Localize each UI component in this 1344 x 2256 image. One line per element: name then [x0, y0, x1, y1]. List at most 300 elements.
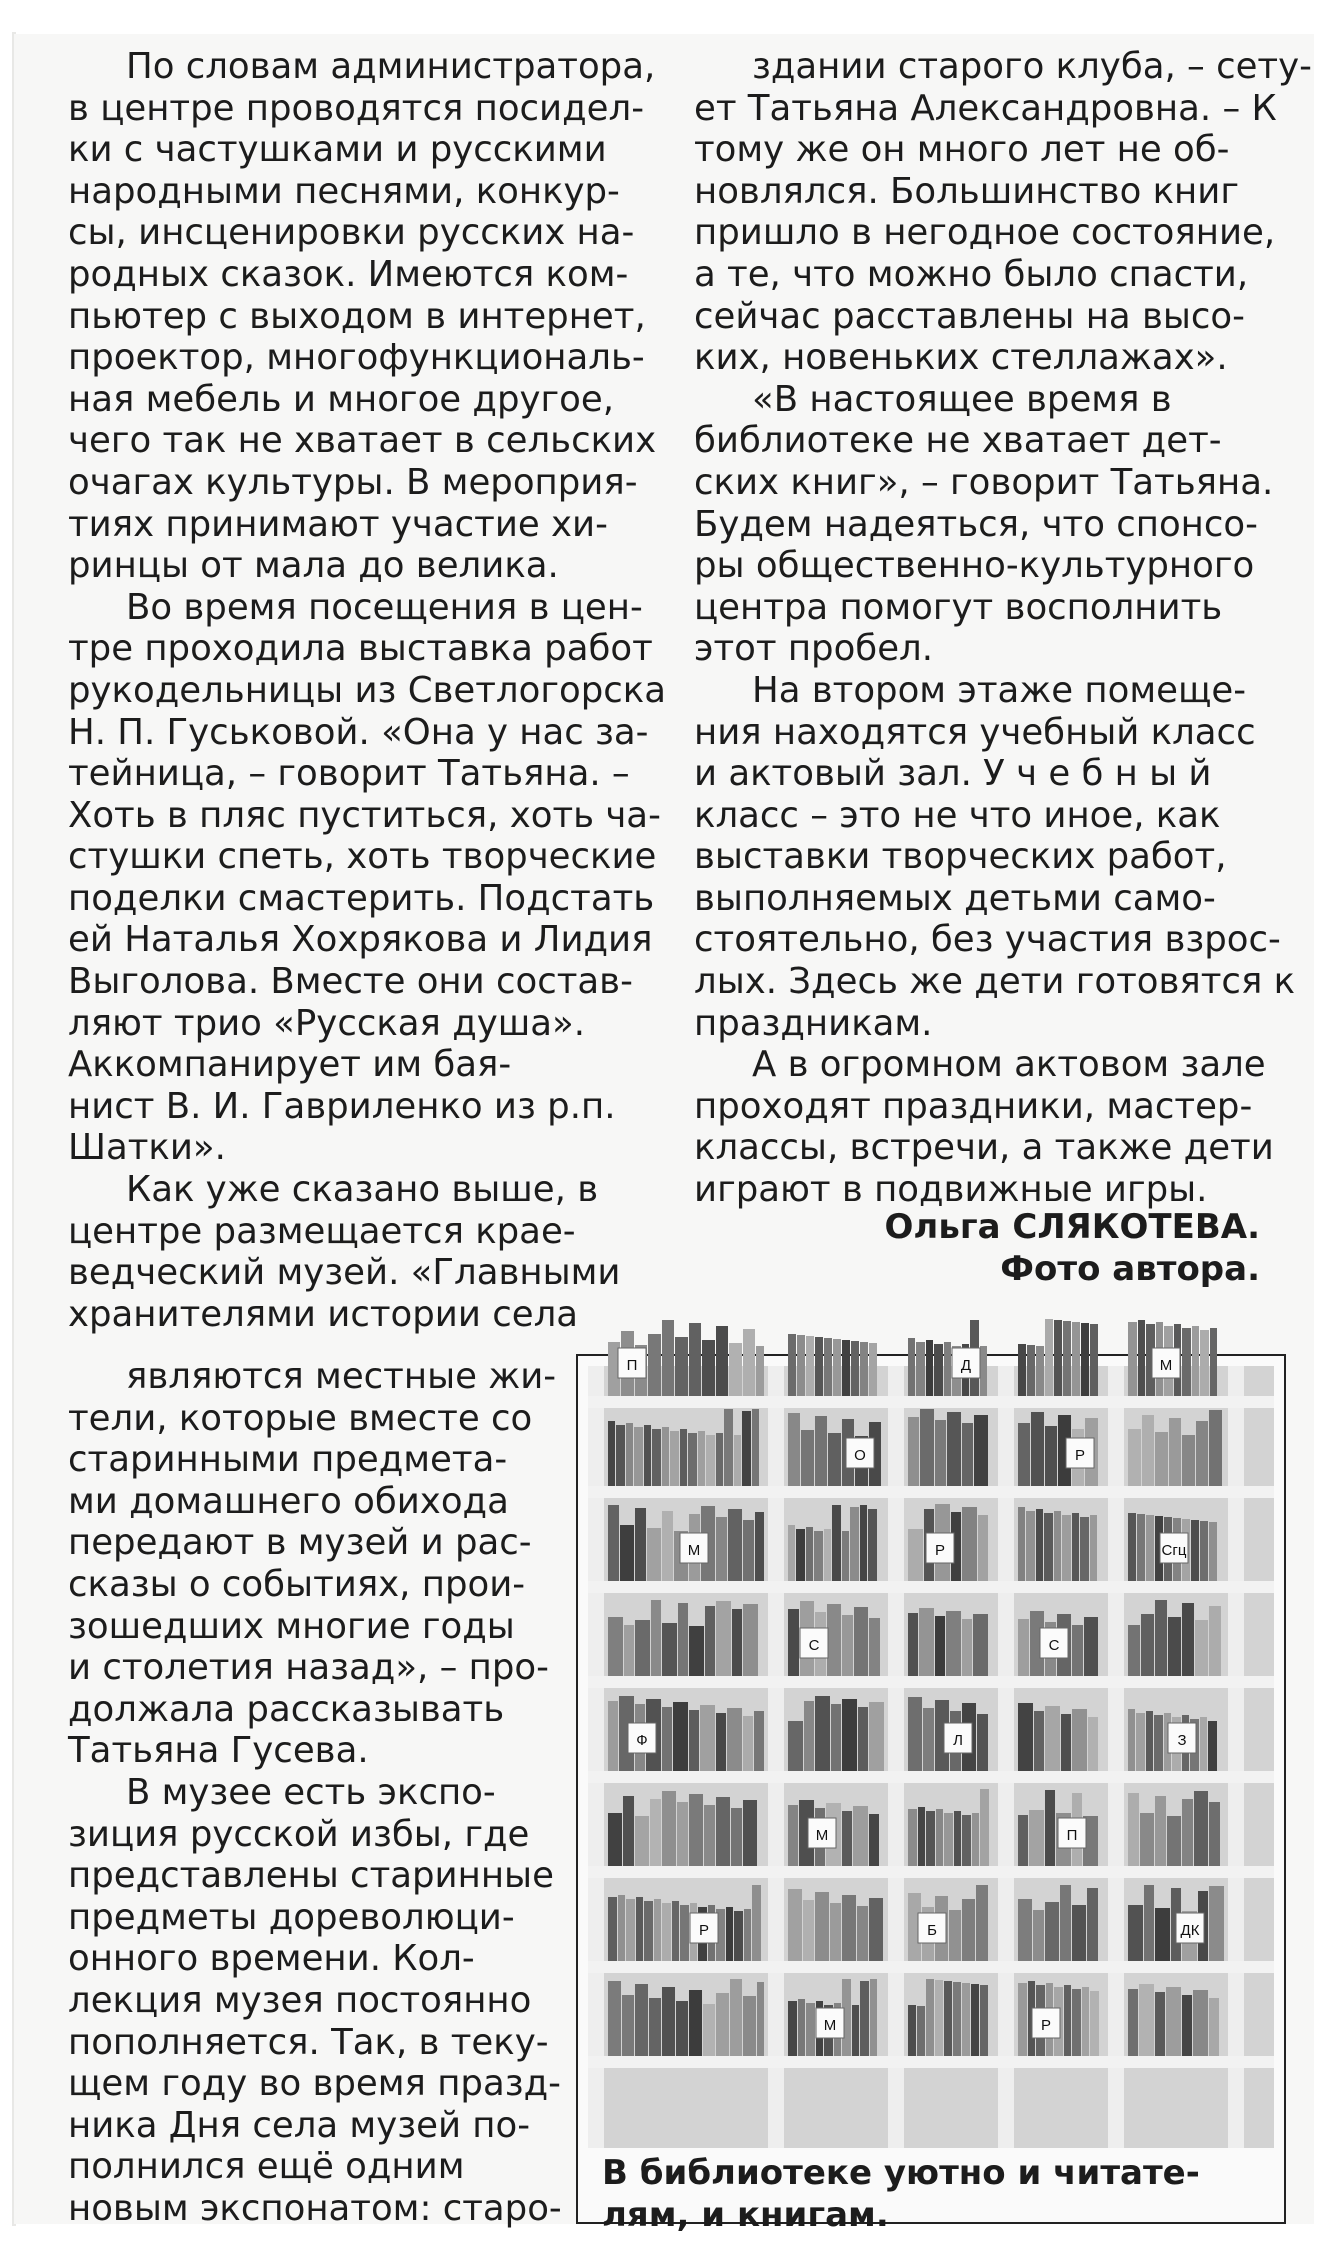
text-line: в центре проводятся посидел- — [68, 87, 645, 129]
book-spine — [803, 1900, 814, 1961]
book-spine — [1128, 1989, 1138, 2056]
text-line: здании старого клуба, – сету- — [752, 46, 1312, 87]
text-line: зиция русской избы, где — [68, 1813, 530, 1855]
text-line: стушки спеть, хоть творческие — [68, 836, 657, 878]
text-line: Во время посещения в цен- — [126, 586, 643, 628]
text-line: «В настоящее время в — [752, 378, 1172, 420]
book-spine — [743, 1996, 756, 2056]
book-spine — [734, 1435, 741, 1486]
article-paragraph — [694, 669, 1296, 1044]
book-spine — [842, 1699, 857, 1771]
book-spine — [608, 1617, 623, 1676]
text-line: ет Татьяна Александровна. – К — [694, 87, 1277, 129]
book-spine — [743, 1800, 757, 1866]
book-spine — [977, 1714, 988, 1771]
text-line: нист В. И. Гавриленко из р.п. — [68, 1085, 616, 1127]
book-spine — [828, 1433, 841, 1486]
book-spine — [935, 1980, 943, 2056]
book-spine — [869, 1618, 880, 1676]
book-spine — [797, 1335, 805, 1396]
book-spine — [680, 1429, 687, 1486]
article-paragraph — [68, 586, 666, 1169]
text-line: классы, встречи, а также дети — [694, 1127, 1274, 1169]
text-line: класс – это не что иное, как — [694, 794, 1221, 836]
book-spine — [754, 1711, 764, 1771]
book-spine — [1081, 1323, 1089, 1396]
text-line: Шатки». — [68, 1127, 226, 1169]
book-spine — [815, 1416, 827, 1486]
shelf-board — [588, 1676, 1274, 1688]
text-line: Будем надеяться, что спонсо- — [694, 503, 1258, 545]
book-spine — [744, 1909, 751, 1961]
book-spine — [908, 1809, 917, 1866]
book-spine — [1138, 1320, 1145, 1396]
text-line: передают в музей и рас- — [68, 1522, 532, 1564]
shelf-label-text: Б — [927, 1922, 937, 1939]
book-spine — [644, 1425, 651, 1486]
book-spine — [662, 1320, 674, 1396]
book-spine — [936, 1809, 943, 1866]
book-spine — [1166, 1987, 1181, 2056]
book-spine — [860, 1981, 869, 2056]
book-spine — [1140, 1813, 1154, 1866]
book-spine — [752, 1409, 759, 1486]
text-line: Выголова. Вместе они состав- — [68, 961, 633, 1003]
book-spine — [854, 1607, 868, 1676]
book-spine — [608, 1505, 619, 1581]
shelf-board — [588, 1396, 1274, 1408]
book-spine — [908, 1613, 918, 1676]
book-spine — [815, 1892, 829, 1961]
book-spine — [788, 1721, 803, 1771]
text-line: Хоть в пляс пуститься, хоть ча- — [68, 794, 661, 836]
book-spine — [935, 1420, 946, 1486]
text-line: библиотеке не хватает дет- — [694, 420, 1222, 462]
book-spine — [743, 1604, 758, 1676]
shelf-label-text: С — [808, 1637, 820, 1654]
book-spine — [743, 1716, 753, 1771]
book-spine — [1018, 1983, 1027, 2056]
text-line: лых. Здесь же дети готовятся к — [694, 961, 1296, 1003]
book-spine — [1182, 1435, 1195, 1486]
book-spine — [1128, 1793, 1139, 1866]
book-spine — [731, 1808, 742, 1866]
book-spine — [1045, 1319, 1053, 1396]
book-spine — [1018, 1703, 1033, 1771]
text-line: поделки смастерить. Подстать — [68, 877, 655, 919]
book-spine — [908, 1338, 915, 1396]
text-line: полнился ещё одним — [68, 2146, 465, 2188]
book-spine — [635, 1816, 649, 1866]
book-spine — [962, 1423, 973, 1486]
shelf-board — [588, 1866, 1274, 1878]
book-spine — [688, 1433, 697, 1486]
text-line: стоятельно, без участия взрос- — [694, 919, 1281, 961]
book-spine — [704, 1805, 715, 1866]
shelf-label-text: З — [1177, 1732, 1187, 1749]
book-spine — [962, 1983, 970, 2056]
text-line: Татьяна Гусева. — [68, 1730, 369, 1772]
book-spine — [926, 1811, 935, 1866]
book-spine — [650, 1799, 661, 1866]
book-spine — [944, 1342, 951, 1396]
text-line: ры общественно-культурного — [694, 545, 1255, 587]
book-spine — [1195, 1620, 1208, 1676]
book-spine — [1034, 1711, 1044, 1771]
book-spine — [860, 1505, 867, 1581]
book-spine — [675, 1337, 688, 1396]
book-spine — [662, 1623, 677, 1676]
book-spine — [1146, 1711, 1153, 1771]
book-spine — [1128, 1625, 1140, 1676]
book-spine — [673, 1702, 688, 1771]
book-spine — [618, 1895, 625, 1961]
book-spine — [842, 1531, 849, 1581]
book-spine — [716, 1993, 729, 2056]
book-spine — [626, 1423, 633, 1486]
text-line: новлялся. Большинство книг — [694, 170, 1239, 212]
book-spine — [1168, 1617, 1181, 1676]
text-line: пришло в негодное состояние, — [694, 212, 1276, 254]
book-spine — [1128, 1513, 1136, 1581]
text-line: а те, что можно было спасти, — [694, 253, 1249, 295]
shelf-label-text: М — [687, 1542, 701, 1559]
book-spine — [651, 1600, 661, 1676]
shelf-label-text: О — [854, 1447, 866, 1464]
book-spine — [973, 1614, 988, 1676]
text-line: Как уже сказано выше, в — [126, 1169, 599, 1211]
book-spine — [962, 1619, 972, 1676]
text-line: хранителями истории села — [68, 1293, 579, 1335]
text-line: выставки творческих работ, — [694, 836, 1227, 878]
text-line: ких, новеньких стеллажах». — [694, 337, 1228, 379]
book-spine — [1045, 1426, 1057, 1486]
book-spine — [624, 1625, 634, 1676]
book-spine — [980, 1346, 987, 1396]
book-spine — [670, 1431, 679, 1486]
book-spine — [1200, 1330, 1209, 1396]
book-spine — [870, 1979, 877, 2056]
book-spine — [1084, 1617, 1098, 1676]
book-spine — [920, 1409, 934, 1486]
book-spine — [1064, 1985, 1071, 2056]
text-line: ника Дня села музей по- — [68, 2104, 531, 2146]
book-spine — [908, 2005, 916, 2056]
text-line: играют в подвижные игры. — [694, 1169, 1208, 1211]
photo-caption — [602, 2152, 1262, 2236]
book-spine — [908, 1417, 919, 1486]
book-spine — [1182, 1799, 1193, 1866]
book-spine — [726, 1907, 733, 1961]
book-spine — [1031, 1412, 1044, 1486]
book-spine — [1090, 1515, 1097, 1581]
shelf-upright — [1108, 1366, 1124, 2148]
book-spine — [1088, 1717, 1098, 1771]
shelf-upright — [588, 1366, 604, 2148]
article-paragraph — [68, 1772, 574, 2230]
book-spine — [743, 1520, 754, 1581]
book-spine — [1072, 1513, 1079, 1581]
book-spine — [1141, 1614, 1154, 1676]
book-spine — [1154, 1715, 1163, 1771]
text-line: сы, инсценировки русских на- — [68, 212, 635, 254]
book-spine — [662, 1707, 672, 1771]
text-line: проектор, многофункциональ- — [68, 337, 645, 379]
book-spine — [815, 1337, 823, 1396]
text-line: родных сказок. Имеются ком- — [68, 253, 629, 295]
bookshelf-photo — [588, 1357, 1274, 2148]
book-spine — [926, 1979, 934, 2056]
book-spine — [842, 1811, 852, 1866]
book-spine — [788, 1525, 795, 1581]
book-spine — [608, 1981, 621, 2056]
book-spine — [832, 1505, 841, 1581]
shelf-board — [588, 1486, 1274, 1498]
shelf-upright — [768, 1366, 784, 2148]
book-spine — [1054, 1320, 1062, 1396]
article-paragraph — [68, 46, 657, 587]
book-spine — [1209, 1522, 1217, 1581]
text-line: пополняется. Так, в теку- — [68, 2021, 549, 2063]
text-line: тели, которые вместе со — [68, 1397, 533, 1439]
book-spine — [608, 1813, 622, 1866]
book-spine — [662, 1903, 671, 1961]
book-spine — [801, 1430, 814, 1486]
book-spine — [972, 1813, 979, 1866]
book-spine — [833, 1339, 841, 1396]
book-spine — [1208, 1721, 1217, 1771]
book-spine — [806, 1527, 813, 1581]
text-line: чего так не хватает в сельских — [68, 420, 657, 462]
text-line: тейница, – говорит Татьяна. – — [68, 753, 630, 795]
book-spine — [1191, 1520, 1199, 1581]
book-spine — [1072, 1625, 1083, 1676]
text-line: ки с частушками и русскими — [68, 129, 607, 171]
book-spine — [608, 1701, 618, 1771]
book-spine — [649, 1998, 661, 2056]
book-spine — [814, 1531, 823, 1581]
text-line: проходят праздники, мастер- — [694, 1085, 1253, 1127]
book-spine — [851, 1341, 859, 1396]
text-line: народными песнями, конкур- — [68, 170, 620, 212]
book-spine — [689, 1990, 702, 2056]
book-spine — [788, 1805, 798, 1866]
book-spine — [716, 1713, 726, 1771]
book-spine — [917, 2006, 925, 2056]
book-spine — [1018, 1899, 1032, 1961]
book-spine — [662, 1987, 675, 2056]
book-spine — [1080, 1517, 1089, 1581]
book-spine — [806, 1336, 814, 1396]
book-spine — [974, 1415, 988, 1486]
book-spine — [1090, 1991, 1099, 2056]
book-spine — [703, 2004, 715, 2056]
text-line: должала рассказывать — [68, 1688, 505, 1730]
book-spine — [1072, 1322, 1080, 1396]
text-line: центре размещается крае- — [68, 1210, 576, 1252]
book-spine — [935, 1616, 945, 1676]
book-spine — [1209, 1802, 1220, 1866]
caption-line: лям, и книгам. — [602, 2195, 889, 2235]
book-spine — [1155, 1908, 1170, 1961]
book-spine — [1072, 1709, 1087, 1771]
text-line: предметы дореволюци- — [68, 1896, 515, 1938]
book-spine — [647, 1528, 661, 1581]
book-spine — [1128, 1429, 1141, 1486]
book-spine — [648, 1334, 661, 1396]
text-line: центра помогут восполнить — [694, 586, 1223, 628]
book-spine — [1026, 1511, 1035, 1581]
book-spine — [944, 1981, 952, 2056]
book-spine — [1128, 1322, 1137, 1396]
text-line: новым экспонатом: старо- — [68, 2187, 562, 2229]
book-spine — [1169, 1418, 1181, 1486]
book-spine — [672, 1901, 679, 1961]
book-spine — [796, 1529, 805, 1581]
text-line: тому же он много лет не об- — [694, 129, 1230, 171]
book-spine — [716, 1517, 727, 1581]
shelf-label-text: ДК — [1180, 1922, 1200, 1939]
book-spine — [662, 1511, 673, 1581]
shelf-label-text: М — [815, 1827, 829, 1844]
book-spine — [702, 1340, 715, 1396]
book-spine — [623, 1796, 634, 1866]
book-spine — [654, 1899, 661, 1961]
book-spine — [1090, 1324, 1098, 1396]
shelf-board — [588, 2056, 1274, 2068]
book-spine — [954, 1811, 961, 1866]
article-paragraph — [68, 1169, 650, 1335]
book-spine — [1210, 1328, 1217, 1396]
book-spine — [1209, 1606, 1221, 1676]
text-line: рукодельницы из Светлогорска — [68, 669, 666, 711]
book-spine — [1167, 1816, 1181, 1866]
book-spine — [608, 1421, 615, 1486]
book-spine — [916, 1342, 925, 1396]
book-spine — [729, 1343, 742, 1396]
book-spine — [1082, 1987, 1089, 2056]
text-line: ми домашнего обихода — [68, 1480, 509, 1522]
shelf-label-text: Сгц — [1161, 1542, 1187, 1559]
book-spine — [1128, 1905, 1143, 1961]
book-spine — [1142, 1415, 1154, 1486]
book-spine — [1036, 1346, 1044, 1396]
text-line: старинными предмета- — [68, 1439, 508, 1481]
book-spine — [620, 1525, 634, 1581]
shelf-board — [588, 1771, 1274, 1783]
book-spine — [743, 1329, 755, 1396]
book-spine — [727, 1708, 742, 1771]
text-line: А в огромном актовом зале — [752, 1044, 1266, 1086]
shelf-label-text: С — [1048, 1637, 1060, 1654]
book-spine — [635, 1620, 650, 1676]
book-spine — [636, 1897, 643, 1961]
book-spine — [947, 1412, 961, 1486]
shelf-board — [588, 1581, 1274, 1593]
book-spine — [1018, 1619, 1029, 1676]
book-spine — [662, 1427, 669, 1486]
photo-figure — [576, 1354, 1286, 2235]
book-spine — [934, 1344, 943, 1396]
book-spine — [788, 1889, 802, 1961]
book-spine — [716, 1326, 728, 1396]
text-line: зошедших многие годы — [68, 1605, 515, 1647]
article-column-right — [694, 46, 1312, 1211]
shelf-label-text: Д — [960, 1357, 972, 1374]
text-line: представлены старинные — [68, 1855, 554, 1897]
text-line: ринцы от мала до велика. — [68, 545, 559, 587]
book-spine — [732, 1609, 742, 1676]
shelf-label-text: Р — [1040, 2017, 1052, 2034]
book-spine — [798, 1999, 805, 2056]
book-spine — [806, 2003, 815, 2056]
text-line: Аккомпанирует им бая- — [68, 1044, 512, 1086]
text-line: очагах культуры. В мероприя- — [68, 461, 638, 503]
book-spine — [1139, 1984, 1154, 2056]
book-spine — [788, 1413, 800, 1486]
text-line: сейчас расставлены на высо- — [694, 295, 1245, 337]
book-spine — [724, 1409, 733, 1486]
book-spine — [869, 1343, 877, 1396]
book-spine — [962, 1899, 975, 1961]
shelf-label-text: Р — [1074, 1447, 1086, 1464]
book-spine — [962, 1815, 971, 1866]
book-spine — [1155, 1600, 1167, 1676]
book-spine — [1018, 1507, 1025, 1581]
book-spine — [652, 1429, 661, 1486]
book-spine — [858, 1707, 868, 1771]
book-spine — [1182, 1603, 1194, 1676]
shelf-board — [588, 1961, 1274, 1973]
book-spine — [1200, 1717, 1207, 1771]
book-spine — [788, 2001, 797, 2056]
shelf-label-text: П — [1066, 1827, 1078, 1844]
shelf-label-text: П — [626, 1357, 638, 1374]
book-spine — [622, 1995, 634, 2056]
book-spine — [978, 1515, 988, 1581]
book-spine — [804, 1701, 814, 1771]
text-line: тиях принимают участие хи- — [68, 503, 608, 545]
book-spine — [1045, 1902, 1059, 1961]
shelf-upright — [888, 1366, 904, 2148]
book-spine — [644, 1901, 653, 1961]
book-spine — [953, 1982, 961, 2056]
author-byline: Ольга СЛЯКОТЕВА. — [884, 1207, 1260, 1247]
book-spine — [689, 1323, 701, 1396]
book-spine — [689, 1710, 699, 1771]
book-spine — [831, 1704, 841, 1771]
book-spine — [1193, 1990, 1208, 2056]
book-spine — [716, 1601, 731, 1676]
book-spine — [788, 1609, 799, 1676]
book-spine — [1144, 1885, 1154, 1961]
book-spine — [742, 1411, 751, 1486]
book-spine — [1146, 1515, 1154, 1581]
book-spine — [976, 1885, 988, 1961]
book-spine — [1155, 1796, 1166, 1866]
text-line: На втором этаже помеще- — [752, 669, 1247, 711]
article-column-left-continued — [68, 1356, 574, 2229]
text-line: ей Наталья Хохрякова и Лидия — [68, 919, 653, 961]
text-line: ная мебель и многое другое, — [68, 378, 615, 420]
book-spine — [1194, 1791, 1208, 1866]
text-line: этот пробел. — [694, 628, 934, 670]
book-spine — [1018, 1815, 1028, 1866]
text-line: онного времени. Кол- — [68, 1938, 475, 1980]
text-line: являются местные жи- — [126, 1356, 557, 1397]
book-spine — [1072, 1989, 1081, 2056]
text-line: лекция музея постоянно — [68, 1979, 532, 2021]
